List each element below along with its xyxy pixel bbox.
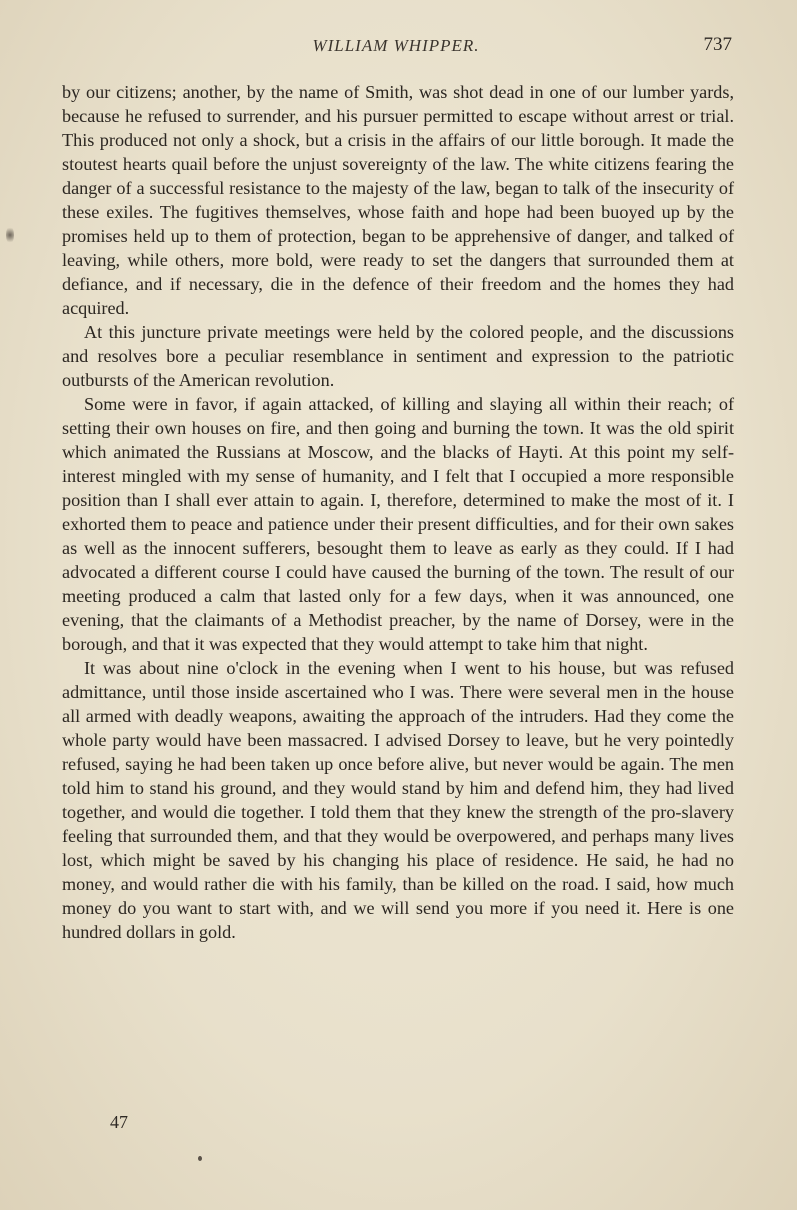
paragraph-1: by our citizens; another, by the name of Smith, was shot dead in one of our lumber yards, because he refused to surrender, and his pursuer permitted to escape without arrest or trial. This produced not only a shock, but a crisis in the affairs of our little borough. It made the stoutest hearts quail before the unjust sovereignty of the law. The white citizens fearing the danger of a successful resistance to the majesty of the law, began to talk of the insecurity of these exiles. The fugitives themselves, whose faith and hope had been buoyed up by the promises held up to them of protection, began to be apprehensive of danger, and talked of leaving, while others, more bold, were ready to set the dangers that surrounded them at defiance, and if necessary, die in the defence of their freedom and the homes they had acquired. (62, 82, 734, 318)
ink-smudge (6, 226, 14, 244)
paragraph-3: Some were in favor, if again attacked, of killing and slaying all within their reach; of setting their own houses on fire, and then going and burning the town. It was the old spirit which animated the Russians at Moscow, and the blacks of Hayti. At this point my self-interest mingled with my sense of humanity, and I felt that I occupied a more responsible position than I shall ever attain to again. I, therefore, determined to make the most of it. I exhorted them to peace and patience under their present difficulties, and for their own sakes as well as the innocent sufferers, besought them to leave as early as they could. If I had advocated a different course I could have caused the burning of the town. The result of our meeting produced a calm that lasted only for a few days, when it was announced, one evening, that the claimants of a Methodist preacher, by the name of Dorsey, were in the borough, and that it was expected that they would attempt to take him that night. (62, 394, 734, 654)
paragraph-4: It was about nine o'clock in the evening when I went to his house, but was refused admittance, until those inside ascertained who I was. There were several men in the house all armed with deadly weapons, awaiting the approach of the intruders. Had they come the whole party would have been massacred. I advised Dorsey to leave, but he very pointedly refused, saying he had been taken up once before alive, but never would be again. The men told him to stand his ground, and they would stand by him and defend him, they had lived together, and would die together. I told them that they knew the strength of the pro-slavery feeling that surrounded them, and that they would be overpowered, and perhaps many lives lost, which might be saved by his changing his place of residence. He said, he had no money, and would rather die with his family, than be killed on the road. I said, how much money do you want to start with, and we will send you more if you need it. Here is one hundred dollars in gold. (62, 658, 734, 942)
signature-mark: 47 (110, 1112, 128, 1132)
running-title: WILLIAM WHIPPER. (312, 36, 480, 55)
page-number: 737 (703, 34, 732, 55)
ink-speck (198, 1156, 202, 1161)
running-head (60, 36, 732, 62)
body-text (62, 80, 734, 944)
paragraph-2: At this juncture private meetings were held by the colored people, and the discussions and resolves bore a peculiar resemblance in sentiment and expression to the patriotic outbursts of the American revolution. (62, 322, 734, 390)
